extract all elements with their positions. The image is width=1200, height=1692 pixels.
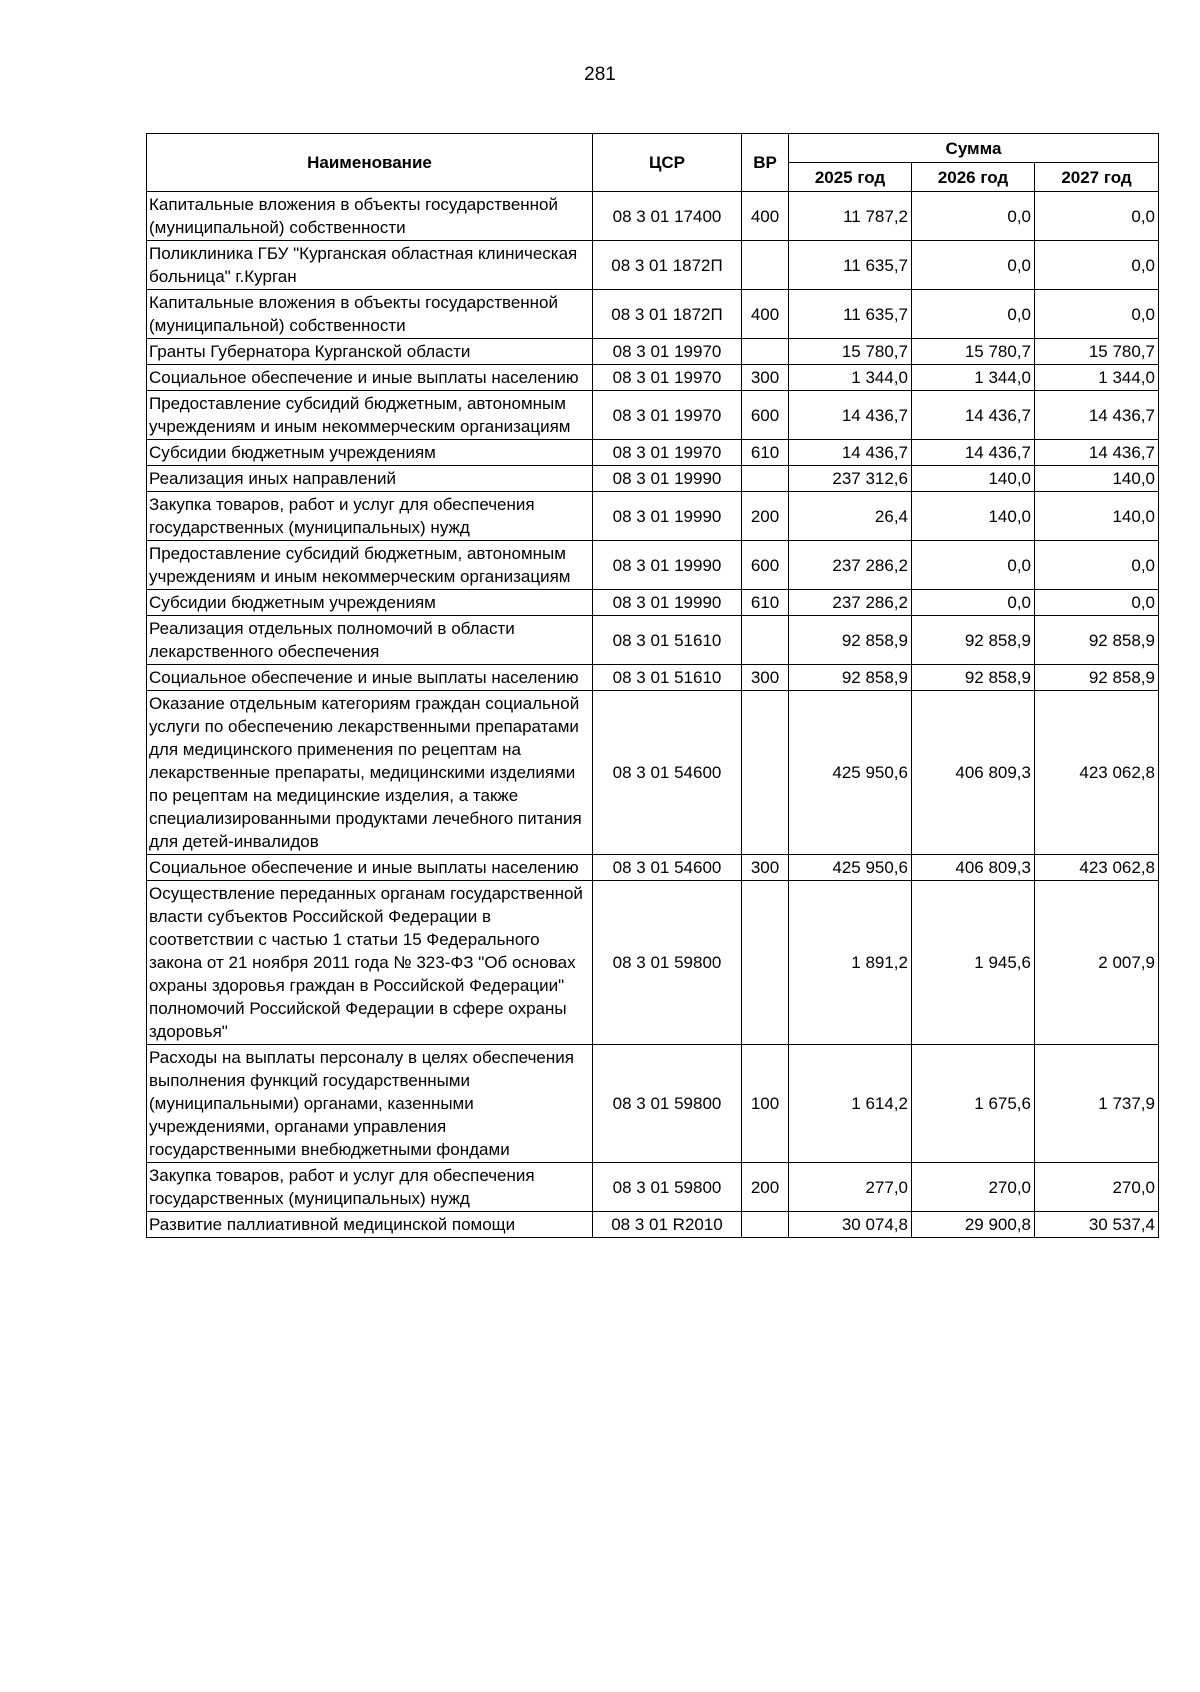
row-vr-cell [742, 691, 789, 855]
row-2025-cell: 92 858,9 [789, 665, 912, 691]
row-2025-cell: 14 436,7 [789, 391, 912, 440]
page-number: 281 [584, 64, 616, 85]
table-row [147, 391, 1159, 440]
row-vr-cell [742, 881, 789, 1045]
row-2027-cell: 30 537,4 [1035, 1212, 1159, 1238]
row-2025-cell: 237 286,2 [789, 590, 912, 616]
table-row [147, 339, 1159, 365]
row-2025-cell: 237 286,2 [789, 541, 912, 590]
row-2027-cell: 423 062,8 [1035, 855, 1159, 881]
table-row [147, 241, 1159, 290]
row-2027-cell: 15 780,7 [1035, 339, 1159, 365]
row-name-cell: Реализация иных направлений [147, 466, 593, 492]
table-header [147, 134, 1159, 192]
row-2026-cell: 1 945,6 [912, 881, 1035, 1045]
row-2027-cell: 14 436,7 [1035, 440, 1159, 466]
row-2025-cell: 92 858,9 [789, 616, 912, 665]
row-vr-cell: 200 [742, 1163, 789, 1212]
row-2025-cell: 1 891,2 [789, 881, 912, 1045]
row-2027-cell: 2 007,9 [1035, 881, 1159, 1045]
row-2026-cell: 0,0 [912, 290, 1035, 339]
row-name-cell: Расходы на выплаты персоналу в целях обеспечения выполнения функций государственными (муниципальными) органами, казенными учреждениями, органами управления государственными внебюджетными фондами [147, 1045, 593, 1163]
table-row [147, 1045, 1159, 1163]
row-2025-cell: 15 780,7 [789, 339, 912, 365]
row-2027-cell: 0,0 [1035, 192, 1159, 241]
row-2026-cell: 406 809,3 [912, 691, 1035, 855]
row-vr-cell: 200 [742, 492, 789, 541]
table-row [147, 365, 1159, 391]
row-2025-cell: 1 614,2 [789, 1045, 912, 1163]
header-sum: Сумма [789, 134, 1159, 163]
row-vr-cell: 600 [742, 541, 789, 590]
row-csr-cell: 08 3 01 R2010 [593, 1212, 742, 1238]
row-csr-cell: 08 3 01 17400 [593, 192, 742, 241]
row-csr-cell: 08 3 01 19990 [593, 541, 742, 590]
row-2025-cell: 30 074,8 [789, 1212, 912, 1238]
row-2026-cell: 270,0 [912, 1163, 1035, 1212]
row-csr-cell: 08 3 01 59800 [593, 1045, 742, 1163]
table-row [147, 290, 1159, 339]
table-row [147, 192, 1159, 241]
row-vr-cell: 400 [742, 192, 789, 241]
row-name-cell: Предоставление субсидий бюджетным, автономным учреждениям и иным некоммерческим организациям [147, 391, 593, 440]
row-2026-cell: 1 344,0 [912, 365, 1035, 391]
row-vr-cell: 400 [742, 290, 789, 339]
row-2026-cell: 92 858,9 [912, 616, 1035, 665]
row-2027-cell: 0,0 [1035, 541, 1159, 590]
row-vr-cell: 610 [742, 590, 789, 616]
row-name-cell: Субсидии бюджетным учреждениям [147, 590, 593, 616]
row-2025-cell: 425 950,6 [789, 691, 912, 855]
row-2025-cell: 26,4 [789, 492, 912, 541]
row-csr-cell: 08 3 01 59800 [593, 1163, 742, 1212]
row-2026-cell: 406 809,3 [912, 855, 1035, 881]
row-name-cell: Гранты Губернатора Курганской области [147, 339, 593, 365]
table-row [147, 1163, 1159, 1212]
table-row [147, 541, 1159, 590]
table-row [147, 492, 1159, 541]
header-year-2027: 2027 год [1035, 163, 1159, 192]
row-2026-cell: 92 858,9 [912, 665, 1035, 691]
row-2025-cell: 1 344,0 [789, 365, 912, 391]
row-vr-cell [742, 616, 789, 665]
row-2026-cell: 0,0 [912, 192, 1035, 241]
row-csr-cell: 08 3 01 1872П [593, 290, 742, 339]
row-csr-cell: 08 3 01 51610 [593, 616, 742, 665]
row-2027-cell: 140,0 [1035, 492, 1159, 541]
row-2027-cell: 92 858,9 [1035, 616, 1159, 665]
row-2026-cell: 14 436,7 [912, 440, 1035, 466]
row-csr-cell: 08 3 01 54600 [593, 855, 742, 881]
table-row [147, 855, 1159, 881]
row-2027-cell: 14 436,7 [1035, 391, 1159, 440]
row-name-cell: Осуществление переданных органам государственной власти субъектов Российской Федерации в соответствии с частью 1 статьи 15 Федерального закона от 21 ноября 2011 года № 323-ФЗ "Об основах охраны здоровья граждан в Российской Федерации" полномочий Российской Федерации в сфере охраны здоровья" [147, 881, 593, 1045]
row-2026-cell: 29 900,8 [912, 1212, 1035, 1238]
row-name-cell: Социальное обеспечение и иные выплаты населению [147, 855, 593, 881]
row-csr-cell: 08 3 01 59800 [593, 881, 742, 1045]
row-name-cell: Социальное обеспечение и иные выплаты населению [147, 665, 593, 691]
row-csr-cell: 08 3 01 19990 [593, 466, 742, 492]
row-csr-cell: 08 3 01 19970 [593, 391, 742, 440]
row-name-cell: Оказание отдельным категориям граждан социальной услуги по обеспечению лекарственными препаратами для медицинского применения по рецептам на лекарственные препараты, медицинскими изделиями по рецептам на медицинские изделия, а также специализированными продуктами лечебного питания для детей-инвалидов [147, 691, 593, 855]
row-vr-cell: 300 [742, 855, 789, 881]
row-csr-cell: 08 3 01 19990 [593, 492, 742, 541]
row-2026-cell: 140,0 [912, 466, 1035, 492]
header-year-2026: 2026 год [912, 163, 1035, 192]
row-2025-cell: 11 635,7 [789, 241, 912, 290]
row-name-cell: Капитальные вложения в объекты государственной (муниципальной) собственности [147, 192, 593, 241]
row-2026-cell: 140,0 [912, 492, 1035, 541]
row-2025-cell: 11 787,2 [789, 192, 912, 241]
row-name-cell: Социальное обеспечение и иные выплаты населению [147, 365, 593, 391]
row-name-cell: Предоставление субсидий бюджетным, автономным учреждениям и иным некоммерческим организациям [147, 541, 593, 590]
header-csr: ЦСР [593, 134, 742, 192]
row-2025-cell: 11 635,7 [789, 290, 912, 339]
row-2026-cell: 0,0 [912, 541, 1035, 590]
row-csr-cell: 08 3 01 51610 [593, 665, 742, 691]
row-vr-cell [742, 339, 789, 365]
row-vr-cell: 100 [742, 1045, 789, 1163]
header-year-2025: 2025 год [789, 163, 912, 192]
row-2027-cell: 0,0 [1035, 590, 1159, 616]
row-name-cell: Субсидии бюджетным учреждениям [147, 440, 593, 466]
row-vr-cell: 610 [742, 440, 789, 466]
row-2027-cell: 0,0 [1035, 290, 1159, 339]
row-vr-cell [742, 241, 789, 290]
row-vr-cell: 300 [742, 665, 789, 691]
row-2025-cell: 425 950,6 [789, 855, 912, 881]
row-vr-cell: 300 [742, 365, 789, 391]
row-2027-cell: 92 858,9 [1035, 665, 1159, 691]
row-name-cell: Закупка товаров, работ и услуг для обеспечения государственных (муниципальных) нужд [147, 492, 593, 541]
table-row [147, 590, 1159, 616]
row-vr-cell [742, 466, 789, 492]
table-row [147, 1212, 1159, 1238]
row-csr-cell: 08 3 01 19970 [593, 339, 742, 365]
table-row [147, 440, 1159, 466]
row-name-cell: Поликлиника ГБУ "Курганская областная клиническая больница" г.Курган [147, 241, 593, 290]
row-name-cell: Капитальные вложения в объекты государственной (муниципальной) собственности [147, 290, 593, 339]
row-2027-cell: 1 737,9 [1035, 1045, 1159, 1163]
row-2025-cell: 277,0 [789, 1163, 912, 1212]
row-name-cell: Реализация отдельных полномочий в области лекарственного обеспечения [147, 616, 593, 665]
row-2027-cell: 270,0 [1035, 1163, 1159, 1212]
table-row [147, 665, 1159, 691]
header-vr: ВР [742, 134, 789, 192]
row-2027-cell: 1 344,0 [1035, 365, 1159, 391]
row-name-cell: Закупка товаров, работ и услуг для обеспечения государственных (муниципальных) нужд [147, 1163, 593, 1212]
row-2025-cell: 237 312,6 [789, 466, 912, 492]
row-csr-cell: 08 3 01 54600 [593, 691, 742, 855]
row-2026-cell: 1 675,6 [912, 1045, 1035, 1163]
row-2027-cell: 0,0 [1035, 241, 1159, 290]
row-vr-cell [742, 1212, 789, 1238]
row-vr-cell: 600 [742, 391, 789, 440]
table-body [147, 192, 1159, 1238]
row-csr-cell: 08 3 01 19990 [593, 590, 742, 616]
table-row [147, 616, 1159, 665]
row-2026-cell: 0,0 [912, 590, 1035, 616]
header-name: Наименование [147, 134, 593, 192]
row-2026-cell: 0,0 [912, 241, 1035, 290]
row-2027-cell: 140,0 [1035, 466, 1159, 492]
row-2025-cell: 14 436,7 [789, 440, 912, 466]
table-row [147, 466, 1159, 492]
row-csr-cell: 08 3 01 19970 [593, 365, 742, 391]
row-csr-cell: 08 3 01 19970 [593, 440, 742, 466]
table-row [147, 691, 1159, 855]
row-name-cell: Развитие паллиативной медицинской помощи [147, 1212, 593, 1238]
row-2027-cell: 423 062,8 [1035, 691, 1159, 855]
row-csr-cell: 08 3 01 1872П [593, 241, 742, 290]
row-2026-cell: 15 780,7 [912, 339, 1035, 365]
row-2026-cell: 14 436,7 [912, 391, 1035, 440]
table-row [147, 881, 1159, 1045]
budget-table [146, 133, 1159, 1238]
